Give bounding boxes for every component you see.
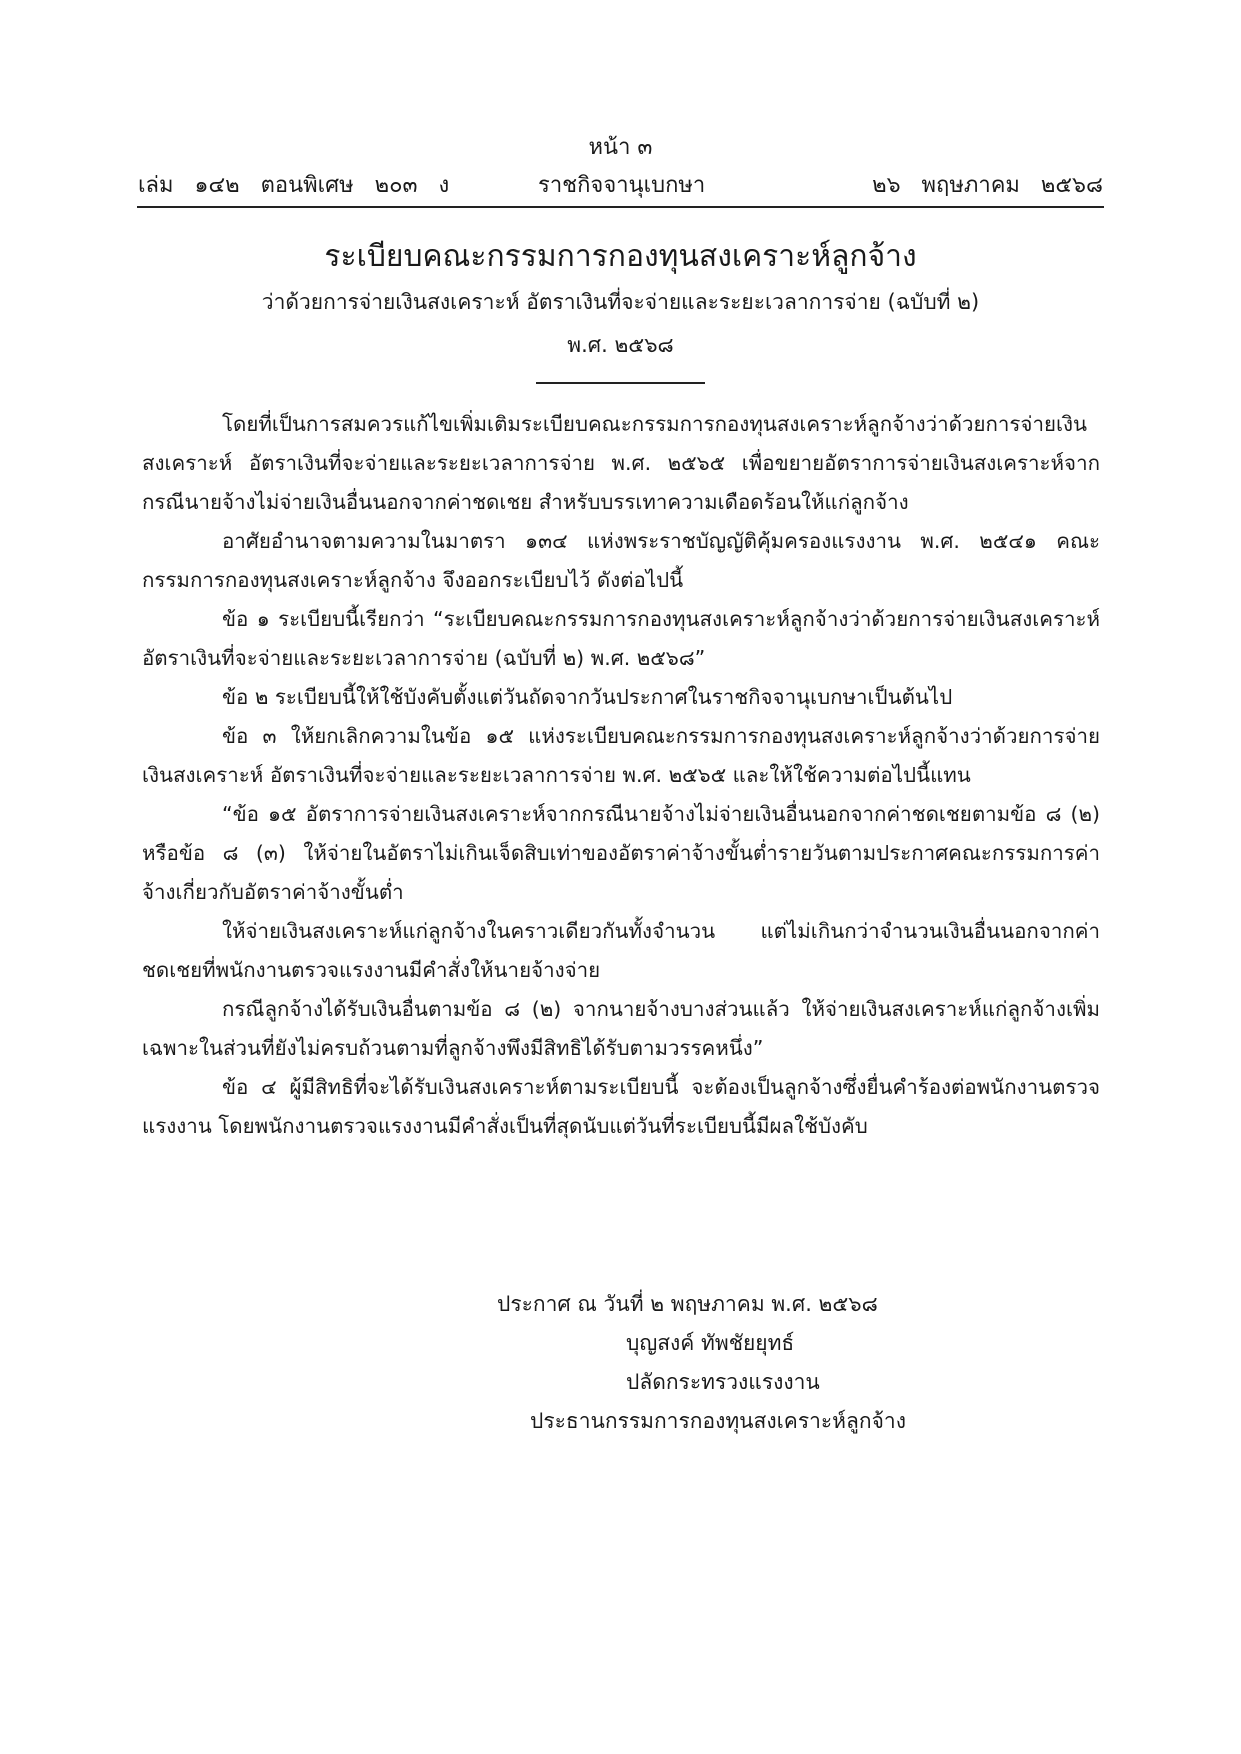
announcement-date: ประกาศ ณ วันที่ ๒ พฤษภาคม พ.ศ. ๒๕๖๘ — [497, 1292, 878, 1316]
paragraph-clause-2: ข้อ ๒ ระเบียบนี้ให้ใช้บังคับตั้งแต่วันถัดจากวันประกาศในราชกิจจานุเบกษาเป็นต้นไป — [222, 685, 953, 709]
document-body — [142, 405, 1100, 1146]
paragraph-clause-15: “ข้อ ๑๕ อัตราการจ่ายเงินสงเคราะห์จากกรณีนายจ้างไม่จ่ายเงินอื่นนอกจากค่าชดเชยตามข้อ ๘ (๒) หรือข้อ ๘ (๓) ให้จ่ายในอัตราไม่เกินเจ็ดสิบเท่าของอัตราค่าจ้างขั้นต่ำรายวันตามประกาศคณะกรรมการค่าจ้างเกี่ยวกับอัตราค่าจ้างขั้นต่ำ — [142, 802, 1100, 904]
signatory-name: บุญสงค์ ทัพชัยยุทธ์ — [626, 1331, 795, 1355]
volume-issue: เล่ม ๑๔๒ ตอนพิเศษ ๒๐๓ ง — [138, 173, 450, 198]
paragraph-authority: อาศัยอำนาจตามความในมาตรา ๑๓๔ แห่งพระราชบัญญัติคุ้มครองแรงงาน พ.ศ. ๒๕๔๑ คณะกรรมการกองทุนสงเคราะห์ลูกจ้าง จึงออกระเบียบไว้ ดังต่อไปนี้ — [142, 529, 1100, 592]
title-divider — [536, 382, 705, 384]
paragraph-clause-15-para-2: ให้จ่ายเงินสงเคราะห์แก่ลูกจ้างในคราวเดียวกันทั้งจำนวน แต่ไม่เกินกว่าจำนวนเงินอื่นนอกจากค่าชดเชยที่พนักงานตรวจแรงงานมีคำสั่งให้นายจ้างจ่าย — [142, 919, 1100, 982]
paragraph-clause-1: ข้อ ๑ ระเบียบนี้เรียกว่า “ระเบียบคณะกรรมการกองทุนสงเคราะห์ลูกจ้างว่าด้วยการจ่ายเงินสงเคราะห์ อัตราเงินที่จะจ่ายและระยะเวลาการจ่าย (ฉบับที่ ๒) พ.ศ. ๒๕๖๘” — [142, 607, 1100, 670]
document-title: ระเบียบคณะกรรมการกองทุนสงเคราะห์ลูกจ้าง — [324, 239, 917, 274]
gazette-header — [138, 171, 1103, 203]
document-subtitle: ว่าด้วยการจ่ายเงินสงเคราะห์ อัตราเงินที่จะจ่ายและระยะเวลาการจ่าย (ฉบับที่ ๒) — [261, 290, 980, 314]
publication-name: ราชกิจจานุเบกษา — [538, 173, 706, 198]
publication-date: ๒๖ พฤษภาคม ๒๕๖๘ — [872, 173, 1103, 198]
header-divider — [137, 206, 1104, 208]
signatory-position: ปลัดกระทรวงแรงงาน — [626, 1370, 820, 1394]
document-year: พ.ศ. ๒๕๖๘ — [567, 333, 674, 357]
paragraph-clause-3: ข้อ ๓ ให้ยกเลิกความในข้อ ๑๕ แห่งระเบียบคณะกรรมการกองทุนสงเคราะห์ลูกจ้างว่าด้วยการจ่ายเงินสงเคราะห์ อัตราเงินที่จะจ่ายและระยะเวลาการจ่าย พ.ศ. ๒๕๖๕ และให้ใช้ความต่อไปนี้แทน — [142, 724, 1100, 787]
paragraph-preamble: โดยที่เป็นการสมควรแก้ไขเพิ่มเติมระเบียบคณะกรรมการกองทุนสงเคราะห์ลูกจ้างว่าด้วยการจ่ายเงินสงเคราะห์ อัตราเงินที่จะจ่ายและระยะเวลาการจ่าย พ.ศ. ๒๕๖๕ เพื่อขยายอัตราการจ่ายเงินสงเคราะห์จากกรณีนายจ้างไม่จ่ายเงินอื่นนอกจากค่าชดเชย สำหรับบรรเทาความเดือดร้อนให้แก่ลูกจ้าง — [142, 412, 1100, 514]
paragraph-clause-4: ข้อ ๔ ผู้มีสิทธิที่จะได้รับเงินสงเคราะห์ตามระเบียบนี้ จะต้องเป็นลูกจ้างซึ่งยื่นคำร้องต่อพนักงานตรวจแรงงาน โดยพนักงานตรวจแรงงานมีคำสั่งเป็นที่สุดนับแต่วันที่ระเบียบนี้มีผลใช้บังคับ — [142, 1075, 1100, 1138]
paragraph-clause-15-para-3: กรณีลูกจ้างได้รับเงินอื่นตามข้อ ๘ (๒) จากนายจ้างบางส่วนแล้ว ให้จ่ายเงินสงเคราะห์แก่ลูกจ้างเพิ่มเฉพาะในส่วนที่ยังไม่ครบถ้วนตามที่ลูกจ้างพึงมีสิทธิได้รับตามวรรคหนึ่ง” — [142, 997, 1100, 1060]
page-number: หน้า ๓ — [588, 135, 653, 160]
signatory-chair-position: ประธานกรรมการกองทุนสงเคราะห์ลูกจ้าง — [530, 1409, 906, 1433]
